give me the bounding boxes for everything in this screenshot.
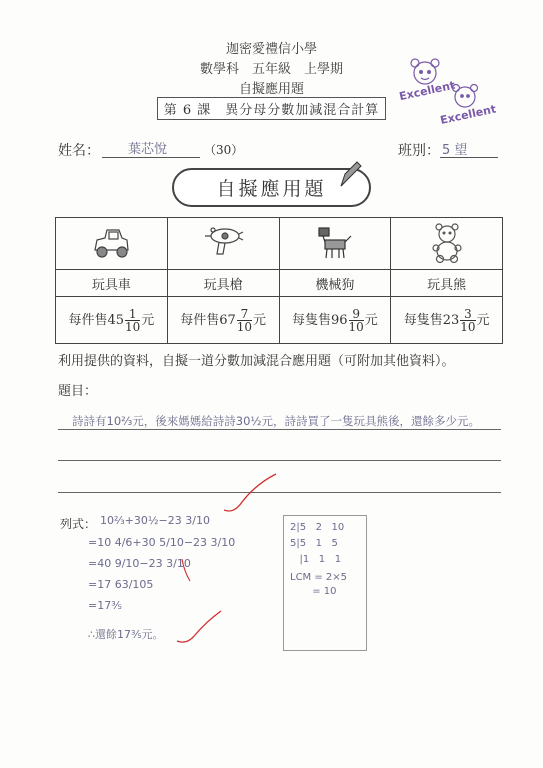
lcm-line: |1 1 1 bbox=[290, 554, 342, 565]
lcm-line: LCM = 2×5 bbox=[290, 572, 348, 583]
pencil-icon bbox=[337, 160, 363, 190]
working-label: 列式： bbox=[60, 517, 97, 531]
answer-line-1 bbox=[58, 429, 501, 430]
toy-gun-cell bbox=[167, 218, 279, 270]
answer-line-2 bbox=[58, 460, 501, 461]
student-number: （30） bbox=[204, 143, 244, 157]
robot-dog-cell bbox=[279, 218, 391, 270]
working-line: =17⅗ bbox=[88, 599, 122, 612]
question-label: 題目： bbox=[58, 384, 98, 399]
stamp-text-2: Excellent bbox=[439, 102, 498, 127]
banner-wrap bbox=[0, 168, 543, 207]
question-answer: 詩詩有10⅔元，後來媽媽給詩詩30½元，詩詩買了一隻玩具熊後，還餘多少元。 bbox=[72, 414, 481, 428]
student-name: 葉芯悅 bbox=[128, 142, 168, 157]
lcm-line: 2|5 2 10 bbox=[290, 522, 345, 533]
teddy-bear-icon bbox=[425, 220, 469, 264]
lesson-title: 第 6 課 異分母分數加減混合計算 bbox=[157, 97, 387, 120]
toy-price: 每件售45 $\frac{1}{10}$ 元 bbox=[56, 297, 168, 344]
toy-name: 玩具槍 bbox=[167, 270, 279, 297]
toy-car-cell bbox=[56, 218, 168, 270]
toy-price: 每隻售96 $\frac{9}{10}$ 元 bbox=[279, 297, 391, 344]
toy-name: 玩具車 bbox=[56, 270, 168, 297]
toy-price: 每隻售23 $\frac{3}{10}$ 元 bbox=[391, 297, 503, 344]
toy-price: 每件售67 $\frac{7}{10}$ 元 bbox=[167, 297, 279, 344]
working-line: ∴還餘17⅗元。 bbox=[88, 628, 164, 641]
lcm-line: 5|5 1 5 bbox=[290, 538, 338, 549]
toys-table bbox=[55, 217, 503, 344]
worksheet-title: 自擬應用題 bbox=[238, 82, 304, 97]
name-label: 姓名： bbox=[58, 143, 100, 159]
toy-gun-icon bbox=[201, 222, 245, 262]
stamp-text-1: Excellent bbox=[398, 78, 457, 104]
teddy-bear-cell bbox=[391, 218, 503, 270]
check-mark-icon bbox=[220, 472, 280, 517]
excellent-stamp bbox=[395, 53, 498, 132]
working-line: =17 63/105 bbox=[88, 578, 154, 591]
lcm-line: = 10 bbox=[290, 586, 337, 597]
working-line: 10⅔+30½−23 3/10 bbox=[100, 514, 210, 527]
subject-line: 數學科 五年級 上學期 bbox=[199, 62, 343, 77]
toy-car-icon bbox=[89, 222, 133, 262]
school-name: 迦密愛禮信小學 bbox=[225, 42, 317, 57]
class-value: 5 望 bbox=[442, 143, 468, 158]
working-line: =40 9/10−23 3/10 bbox=[88, 557, 191, 570]
robot-dog-icon bbox=[313, 220, 357, 264]
check-mark-icon bbox=[175, 607, 225, 647]
class-label: 班別： bbox=[398, 143, 440, 159]
toy-name: 玩具熊 bbox=[391, 270, 503, 297]
toy-name: 機械狗 bbox=[279, 270, 391, 297]
instruction-text: 利用提供的資料，自擬一道分數加減混合應用題（可附加其他資料）。 bbox=[58, 354, 455, 369]
banner-title: 自擬應用題 bbox=[172, 168, 370, 207]
working-line: =10 4/6+30 5/10−23 3/10 bbox=[88, 536, 236, 549]
lcm-working-box bbox=[283, 515, 367, 651]
